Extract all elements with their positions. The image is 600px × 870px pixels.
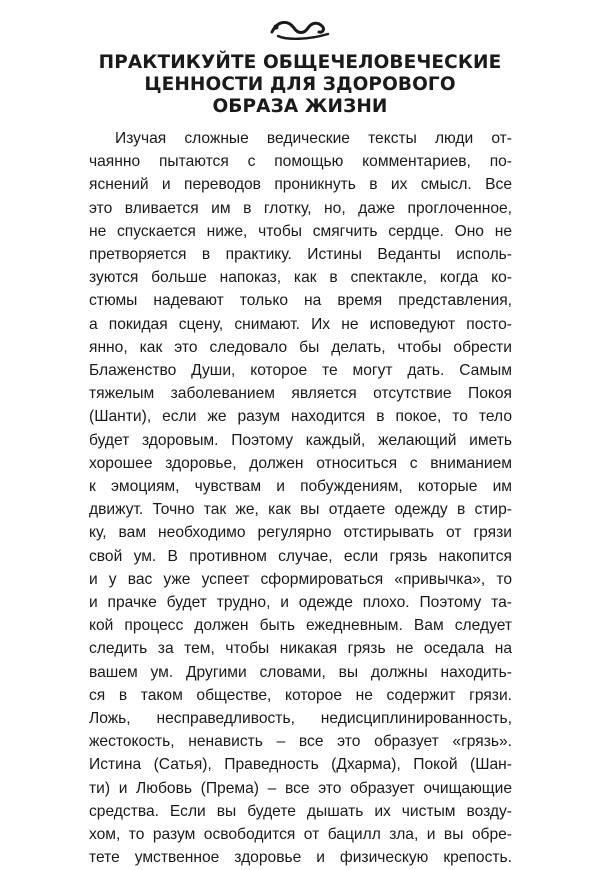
text-line: движут. Точно так же, как вы отдаете одежду в стир- (89, 501, 512, 519)
text-line: Блаженство Души, которое те могут дать. Самым (89, 362, 512, 380)
text-line: и у вас уже успеет сформироваться «привычка», то (89, 570, 512, 588)
text-line: кой процесс должен быть ежедневным. Вам следует (89, 617, 512, 635)
text-line: будет здоровым. Поэтому каждый, желающий иметь (89, 431, 512, 449)
text-line: а покидая сцену, снимают. Их не исповедуют посто- (89, 315, 512, 333)
text-line: (Шанти), если же разум находится в покое, то тело (89, 408, 512, 426)
text-line: следить за тем, чтобы никакая грязь не оседала на (89, 640, 512, 658)
text-line: ся в таком обществе, которое не содержит грязи. (89, 686, 512, 704)
title-line: ОБРАЗА ЖИЗНИ (212, 96, 388, 117)
text-line: зуются больше напоказ, как в спектакле, когда ко- (89, 269, 512, 287)
text-line: жестокость, ненависть – все это образует «грязь». (89, 733, 512, 751)
text-line: тете умственное здоровье и физическую крепость. (89, 849, 512, 867)
text-line: хорошее здоровье, должен относиться с вниманием (89, 454, 512, 472)
text-line: к эмоциям, чувствам и побуждениям, которые им (89, 478, 512, 496)
text-line: яснений и переводов проникнуть в их смысл. Все (89, 176, 512, 194)
text-line: чаянно пытаются с помощью комментариев, по- (89, 153, 512, 171)
text-line: стюмы надевают только на время представления, (89, 292, 512, 310)
body-paragraph (89, 127, 512, 870)
text-line: вашем ум. Другими словами, вы должны находить- (89, 663, 512, 681)
page-title (60, 52, 540, 118)
text-line: янно, как это следовало бы делать, чтобы обрести (89, 338, 512, 356)
text-line: Изучая сложные ведические тексты люди от- (115, 130, 512, 147)
text-line: и прачке будет трудно, и одежде плохо. Поэтому та- (89, 594, 512, 612)
title-line: ЦЕННОСТИ ДЛЯ ЗДОРОВОГО (144, 74, 456, 95)
text-line: претворяется в практику. Истины Веданты исполь- (89, 246, 512, 264)
text-line: ти) и Любовь (Према) – все это образует очищающие (89, 779, 512, 797)
text-line: свой ум. В противном случае, если грязь накопится (89, 547, 512, 565)
text-line: Ложь, несправедливость, недисциплинированность, (89, 710, 512, 728)
text-line: это вливается им в глотку, но, даже проглоченное, (89, 199, 512, 217)
text-line: ку, вам необходимо регулярно отстирывать от грязи (89, 524, 512, 542)
text-line: не спускается ниже, чтобы смягчить сердце. Оно не (89, 222, 512, 240)
text-line: тяжелым заболеванием является отсутствие Покоя (89, 385, 512, 403)
text-line: Истина (Сатья), Праведность (Дхарма), Покой (Шан- (89, 756, 512, 774)
flourish-ornament-icon (268, 16, 332, 42)
text-line: средства. Если вы будете дышать их чистым возду- (89, 802, 512, 820)
text-line: хом, то разум освободится от бацилл зла, и вы обре- (89, 826, 512, 844)
title-line: ПРАКТИКУЙТЕ ОБЩЕЧЕЛОВЕЧЕСКИЕ (98, 52, 502, 73)
